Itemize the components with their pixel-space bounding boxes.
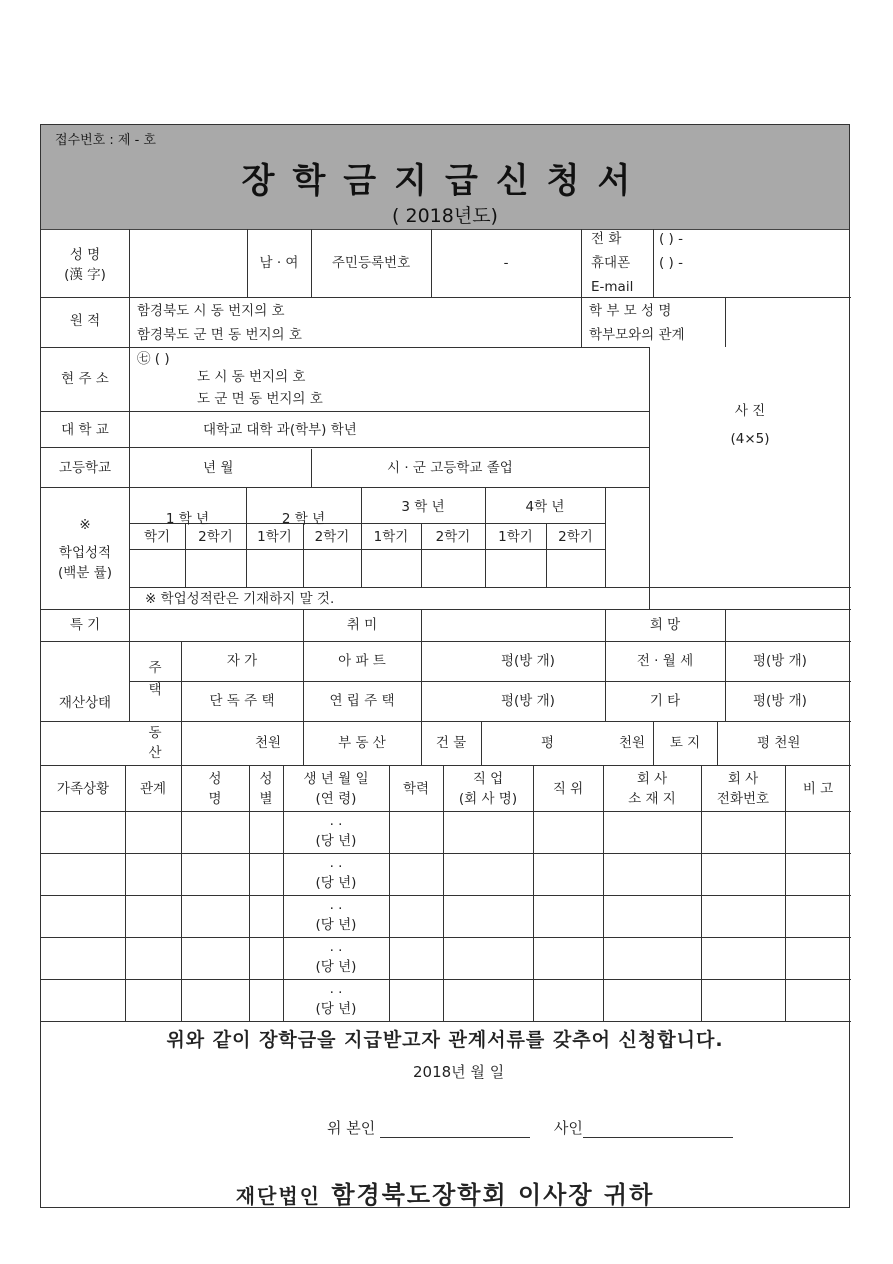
family-header: 비 고	[802, 781, 834, 797]
application-form	[40, 124, 850, 1208]
birth-dots: . .	[329, 813, 343, 829]
row-line	[41, 853, 851, 854]
birth-age[interactable]: (당 년)	[315, 833, 357, 849]
col-line	[653, 229, 654, 297]
semester-header: 1학기	[498, 529, 533, 545]
birth-age[interactable]: (당 년)	[315, 875, 357, 891]
form-year: ( 2018년도)	[392, 205, 498, 227]
semester-header: 2학기	[435, 529, 471, 545]
col-line	[389, 765, 390, 1021]
col-line	[725, 297, 726, 347]
family-header: 관계	[139, 781, 167, 797]
row-line	[41, 721, 851, 722]
university-field[interactable]: 대학교 대학 과(학부) 학년	[203, 422, 357, 438]
villa-label: 연 립 주 택	[329, 693, 395, 709]
other-area[interactable]: 평(방 개)	[753, 693, 807, 709]
property-label: 재산상태	[58, 695, 112, 711]
postal-code[interactable]: ㊆ ( )	[137, 351, 170, 367]
addressee	[41, 1175, 849, 1210]
application-date[interactable]: 2018년 월 일	[413, 1063, 505, 1081]
col-line	[649, 347, 650, 609]
family-header: 회 사 전화번호	[716, 771, 770, 807]
other-label: 기 타	[649, 693, 681, 709]
year-4-header: 4학 년	[525, 499, 565, 515]
hope-label: 희 망	[649, 617, 681, 633]
phone-field[interactable]: ( ) -	[659, 231, 683, 247]
col-line	[481, 721, 482, 765]
col-line	[533, 765, 534, 1021]
own-house-label: 자 가	[226, 653, 258, 669]
name-label: 성 명 (漢 字)	[64, 247, 106, 283]
address-line-2[interactable]: 도 군 면 동 번지의 호	[197, 391, 323, 407]
family-header: 직 위	[552, 781, 584, 797]
row-line	[41, 979, 851, 980]
col-line	[717, 721, 718, 765]
birth-dots: . .	[329, 855, 343, 871]
row-line	[41, 1021, 851, 1022]
movable-unit: 천원	[255, 735, 282, 751]
family-label: 가족상황	[56, 781, 110, 797]
form-header	[41, 125, 849, 230]
row-line	[41, 297, 851, 298]
row-line	[41, 765, 851, 766]
apartment-label: 아 파 트	[338, 653, 386, 669]
apartment-area[interactable]: 평(방 개)	[501, 653, 555, 669]
address-label: 현 주 소	[61, 371, 109, 387]
mobile-label: 휴대폰	[591, 255, 631, 271]
applicant-label: 위 본인	[327, 1119, 376, 1137]
birth-age[interactable]: (당 년)	[315, 1001, 357, 1017]
org-name: 함경북도장학회 이사장 귀하	[331, 1181, 655, 1209]
graduation-date[interactable]: 년 월	[203, 460, 234, 476]
origin-line-1[interactable]: 함경북도 시 동 번지의 호	[137, 303, 285, 319]
villa-area[interactable]: 평(방 개)	[501, 693, 555, 709]
resident-no-value[interactable]: -	[503, 255, 509, 271]
family-header: 직 업 (회 사 명)	[458, 771, 518, 807]
col-line	[785, 765, 786, 1021]
family-header: 성 별	[259, 771, 273, 807]
col-line	[311, 449, 312, 487]
grades-label: 학업성적 (백분 률)	[58, 545, 112, 581]
detached-house-label: 단 독 주 택	[209, 693, 275, 709]
land-label: 토 지	[669, 735, 701, 751]
mobile-field[interactable]: ( ) -	[659, 255, 683, 271]
semester-header: 1학기	[257, 529, 292, 545]
building-pyeong[interactable]: 평	[541, 735, 555, 751]
year-2-header: 2 학 년	[281, 511, 326, 527]
declaration: 위와 같이 장학금을 지급받고자 관계서류를 갖추어 신청합니다.	[166, 1029, 724, 1051]
gender-option[interactable]: 남 · 여	[259, 255, 299, 271]
special-label: 특 기	[69, 617, 101, 633]
birth-dots: . .	[329, 939, 343, 955]
university-label: 대 학 교	[61, 422, 109, 438]
resident-no-label: 주민등록번호	[331, 255, 411, 271]
row-line	[41, 895, 851, 896]
row-line	[41, 447, 649, 448]
family-header: 성 명	[208, 771, 222, 807]
origin-label: 원 적	[69, 313, 101, 329]
row-line	[41, 811, 851, 812]
photo-label: 사 진	[734, 403, 766, 419]
row-line	[41, 937, 851, 938]
row-line	[129, 681, 851, 682]
phone-label: 전 화	[591, 231, 622, 247]
col-line	[605, 487, 606, 587]
form-title: 장학금지급신청서	[241, 161, 649, 201]
sign-label: 사인	[553, 1119, 583, 1137]
movable-label: 동 산	[148, 725, 162, 761]
grades-note: ※ 학업성적란은 기재하지 말 것.	[145, 591, 335, 607]
parent-name-label: 학 부 모 성 명	[589, 303, 672, 319]
highschool-label: 고등학교	[58, 460, 112, 476]
signature-line	[327, 1117, 733, 1138]
realestate-label: 부 동 산	[338, 735, 386, 751]
grades-mark: ※	[79, 517, 91, 533]
year-3-header: 3 학 년	[401, 499, 445, 515]
row-line	[41, 641, 851, 642]
birth-dots: . .	[329, 897, 343, 913]
row-line	[129, 549, 605, 550]
semester-header: 2학기	[314, 529, 350, 545]
row-line	[41, 411, 649, 412]
row-line	[41, 347, 649, 348]
col-line	[581, 229, 582, 347]
jeonse-label: 전 · 월 세	[636, 653, 694, 669]
building-value[interactable]: 천원	[619, 735, 646, 751]
origin-line-2[interactable]: 함경북도 군 면 동 번지의 호	[137, 327, 302, 343]
hobby-label: 취 미	[346, 617, 378, 633]
birth-dots: . .	[329, 981, 343, 997]
house-label: 주 택	[148, 660, 162, 698]
highschool-field[interactable]: 시 · 군 고등학교 졸업	[387, 460, 513, 476]
semester-header: 2학기	[558, 529, 593, 545]
col-line	[725, 609, 726, 641]
parent-relation-label: 학부모와의 관계	[589, 327, 685, 343]
email-label: E-mail	[591, 279, 634, 295]
row-line	[129, 587, 851, 588]
family-header: 학력	[402, 781, 430, 797]
applicant-name-field[interactable]	[380, 1123, 530, 1138]
family-header: 생 년 월 일 (연 령)	[303, 771, 369, 807]
year-1-header: 1 학 년	[165, 511, 210, 527]
photo-size: (4×5)	[730, 431, 770, 447]
receipt-number: 접수번호 : 제 - 호	[55, 133, 156, 148]
col-line	[421, 609, 422, 641]
sign-field[interactable]	[583, 1123, 733, 1138]
org-prefix: 재단법인	[235, 1184, 321, 1208]
row-line	[41, 487, 649, 488]
semester-header: 2학기	[198, 529, 233, 545]
semester-header: 학기	[143, 529, 171, 545]
birth-age[interactable]: (당 년)	[315, 917, 357, 933]
address-line-1[interactable]: 도 시 동 번지의 호	[197, 369, 306, 385]
family-header: 회 사 소 재 지	[628, 771, 676, 807]
col-line	[129, 229, 130, 721]
col-line	[725, 641, 726, 721]
land-value[interactable]: 평 천원	[757, 735, 801, 751]
jeonse-area[interactable]: 평(방 개)	[753, 653, 807, 669]
semester-header: 1학기	[373, 529, 409, 545]
row-line	[41, 609, 851, 610]
building-label: 건 물	[435, 735, 467, 751]
birth-age[interactable]: (당 년)	[315, 959, 357, 975]
col-line	[125, 765, 126, 1021]
